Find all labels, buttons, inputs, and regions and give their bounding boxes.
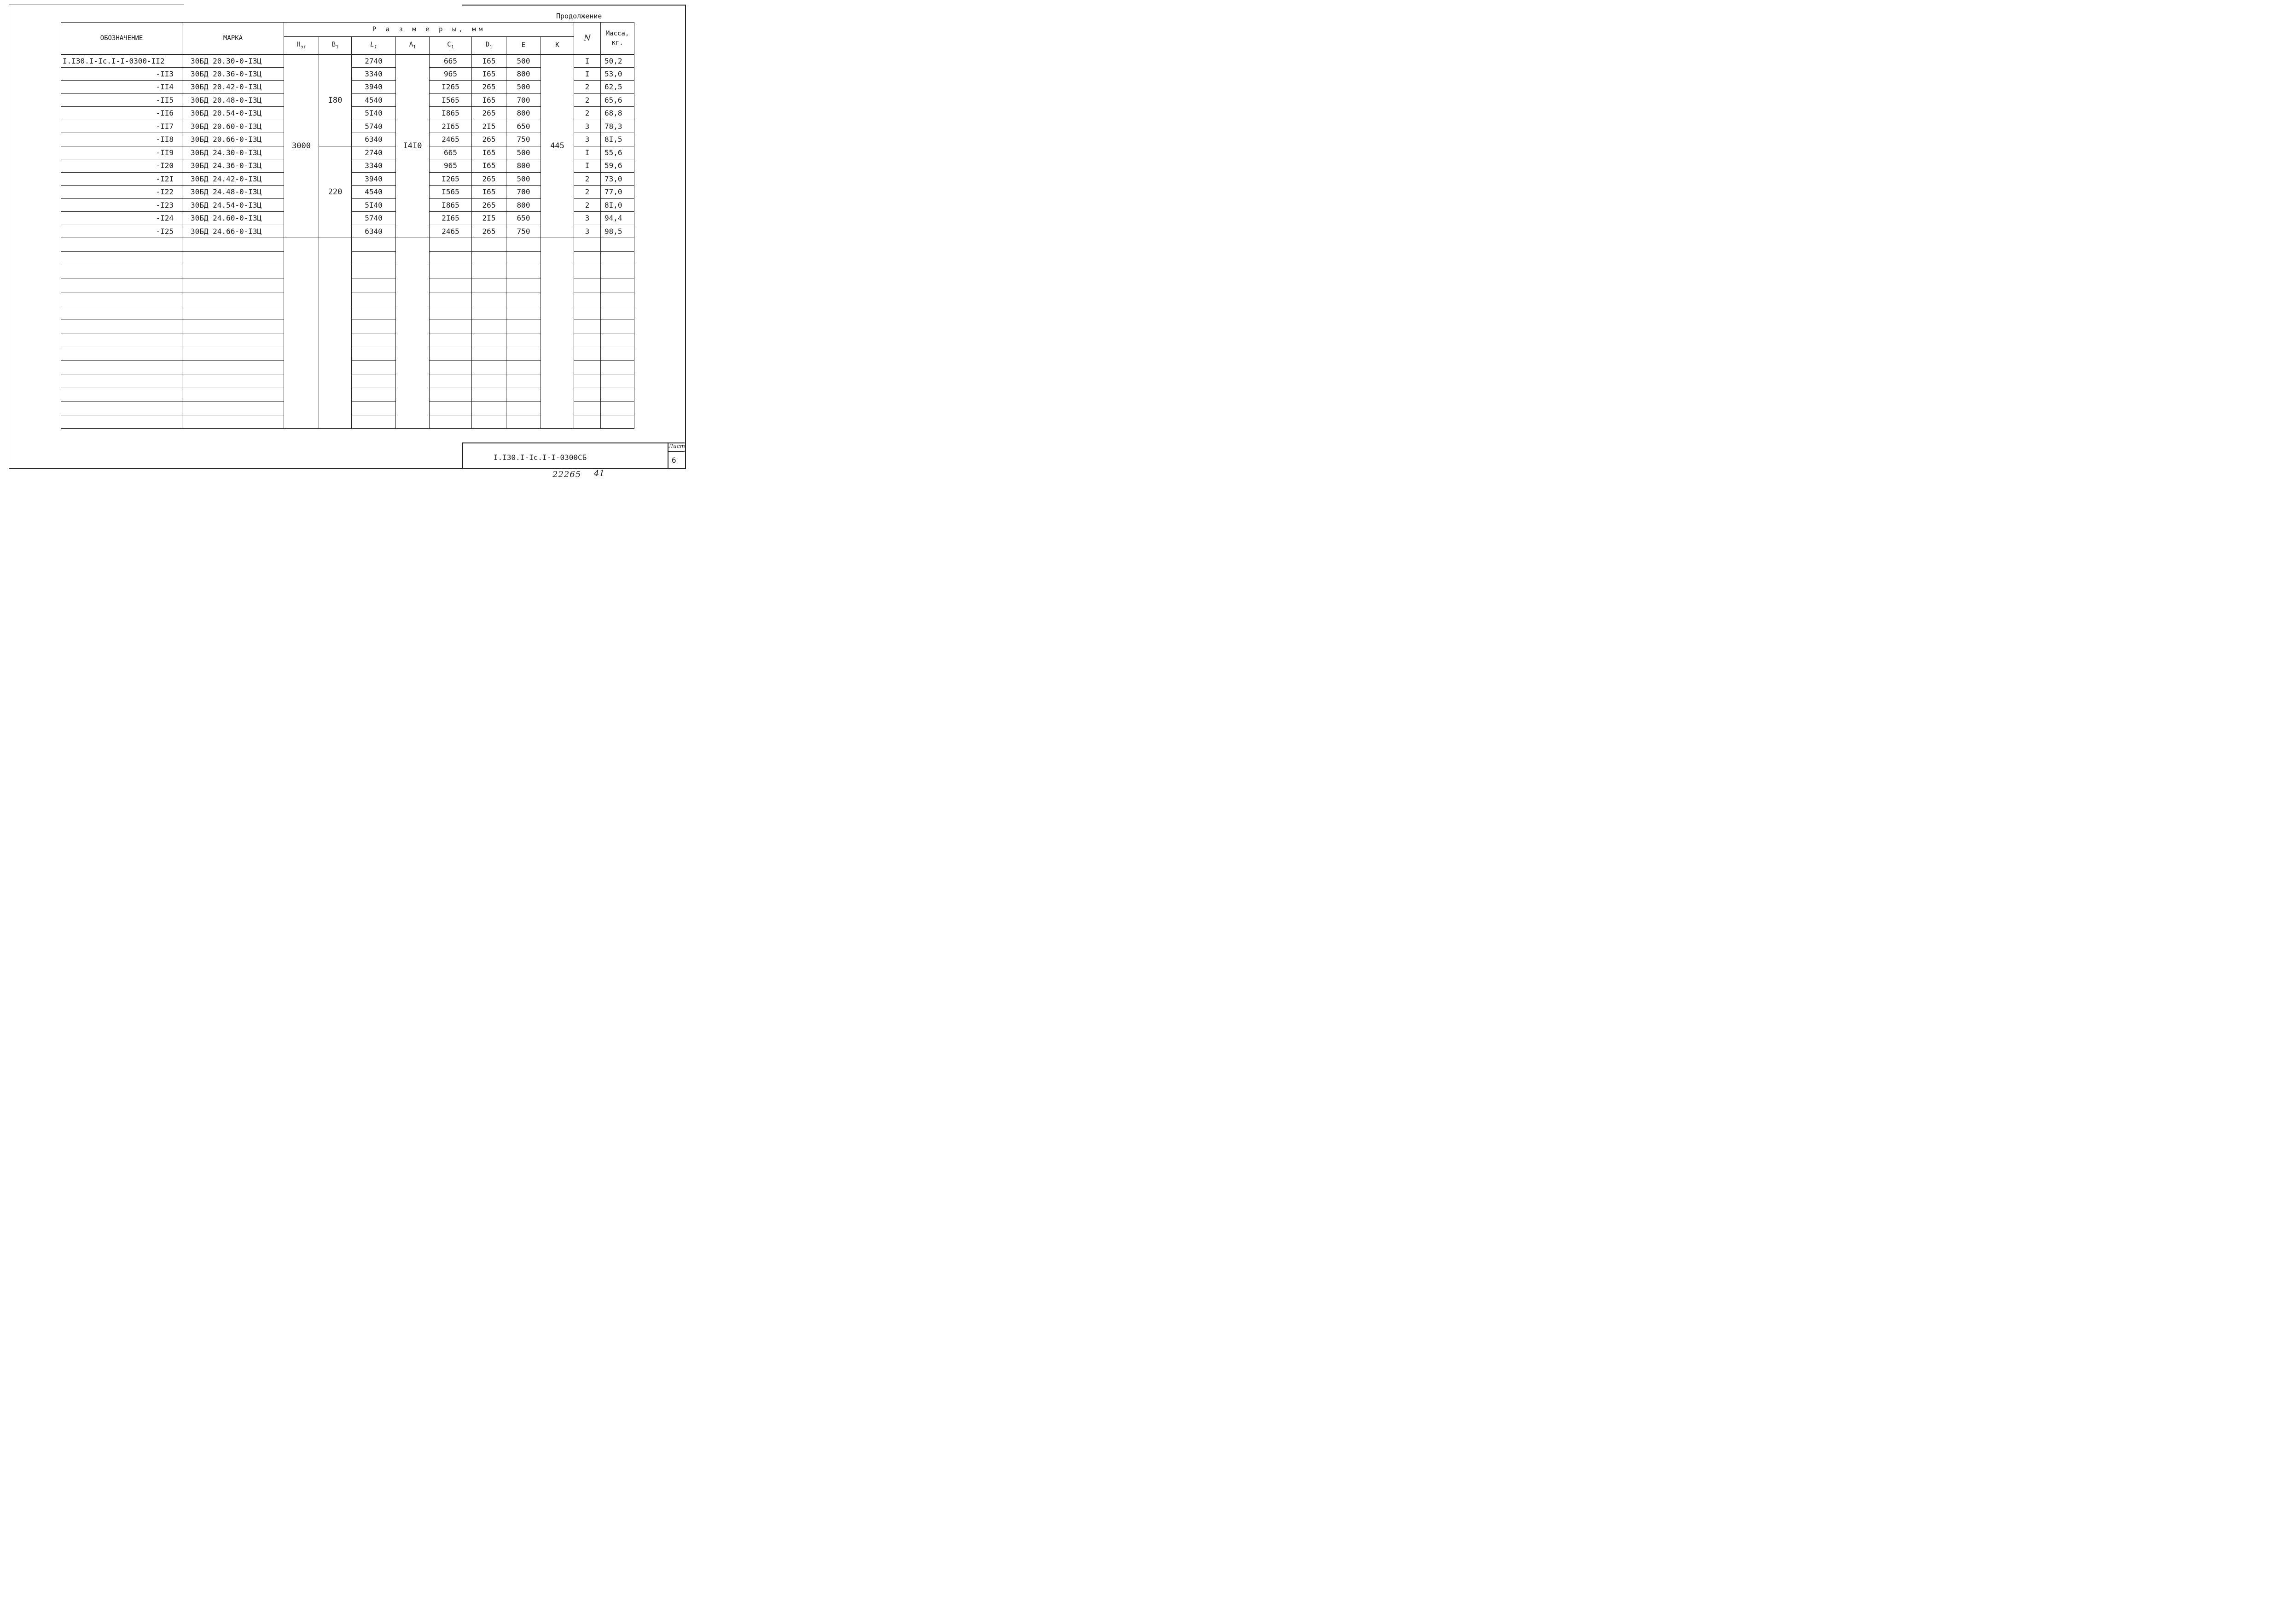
l1-cell: 5I40 xyxy=(352,107,396,120)
empty-designation-cell xyxy=(61,238,182,252)
empty-designation-cell xyxy=(61,374,182,388)
a1-value-cell: I4I0 xyxy=(396,54,430,238)
header-l1: $L_1$ xyxy=(352,37,396,54)
empty-designation-cell xyxy=(61,388,182,402)
mark-cell: 30БД 20.66-0-I3Ц xyxy=(182,133,284,146)
empty-c1-cell xyxy=(430,374,472,388)
empty-e-cell xyxy=(506,306,541,320)
empty-l1-cell xyxy=(352,415,396,429)
mark-cell: 30БД 20.36-0-I3Ц xyxy=(182,67,284,81)
empty-e-cell xyxy=(506,292,541,306)
empty-d1-cell xyxy=(472,292,506,306)
empty-n-cell xyxy=(574,361,601,374)
l1-cell: 2740 xyxy=(352,146,396,159)
empty-l1-cell xyxy=(352,402,396,415)
l1-cell: 5I40 xyxy=(352,198,396,212)
empty-c1-cell xyxy=(430,306,472,320)
empty-e-cell xyxy=(506,333,541,347)
empty-designation-cell xyxy=(61,347,182,361)
empty-mass-cell xyxy=(601,238,634,252)
header-c1: $C_1$ xyxy=(430,37,472,54)
empty-c1-cell xyxy=(430,361,472,374)
b1-value-cell: 220 xyxy=(319,146,352,238)
d1-cell: I65 xyxy=(472,67,506,81)
designation-cell: I.I30.I-Ic.I-I-0300-II2 xyxy=(61,54,182,68)
empty-e-cell xyxy=(506,279,541,292)
empty-l1-cell xyxy=(352,388,396,402)
empty-mark-cell xyxy=(182,415,284,429)
n-cell: 2 xyxy=(574,93,601,107)
designation-cell: -I2I xyxy=(61,172,182,186)
empty-row xyxy=(61,238,634,252)
empty-d1-cell xyxy=(472,320,506,333)
empty-c1-cell xyxy=(430,292,472,306)
empty-mass-cell xyxy=(601,292,634,306)
n-cell: I xyxy=(574,159,601,173)
empty-designation-cell xyxy=(61,320,182,333)
d1-cell: 265 xyxy=(472,107,506,120)
l1-cell: 6340 xyxy=(352,133,396,146)
empty-mark-cell xyxy=(182,374,284,388)
empty-l1-cell xyxy=(352,320,396,333)
empty-e-cell xyxy=(506,238,541,252)
continuation-label: Продолжение xyxy=(556,12,602,20)
empty-n-cell xyxy=(574,279,601,292)
empty-d1-cell xyxy=(472,265,506,279)
c1-cell: I265 xyxy=(430,81,472,94)
c1-cell: 665 xyxy=(430,54,472,68)
l1-cell: 4540 xyxy=(352,186,396,199)
e-cell: 500 xyxy=(506,172,541,186)
empty-n-cell xyxy=(574,347,601,361)
l1-cell: 3340 xyxy=(352,159,396,173)
empty-h-cell xyxy=(284,238,319,429)
empty-designation-cell xyxy=(61,333,182,347)
empty-d1-cell xyxy=(472,415,506,429)
empty-designation-cell xyxy=(61,265,182,279)
e-cell: 800 xyxy=(506,198,541,212)
header-a1: $A_1$ xyxy=(396,37,430,54)
empty-d1-cell xyxy=(472,347,506,361)
designation-cell: -I20 xyxy=(61,159,182,173)
empty-c1-cell xyxy=(430,347,472,361)
e-cell: 500 xyxy=(506,81,541,94)
c1-cell: 965 xyxy=(430,159,472,173)
empty-l1-cell xyxy=(352,347,396,361)
empty-d1-cell xyxy=(472,306,506,320)
sheet-divider xyxy=(668,451,685,452)
mass-cell: 62,5 xyxy=(601,81,634,94)
empty-d1-cell xyxy=(472,374,506,388)
empty-c1-cell xyxy=(430,279,472,292)
l1-cell: 4540 xyxy=(352,93,396,107)
empty-designation-cell xyxy=(61,361,182,374)
mass-cell: 8I,0 xyxy=(601,198,634,212)
empty-c1-cell xyxy=(430,265,472,279)
l1-cell: 3940 xyxy=(352,81,396,94)
empty-k-cell xyxy=(541,238,574,429)
sheet-label: Лист xyxy=(668,443,685,449)
empty-d1-cell xyxy=(472,238,506,252)
empty-d1-cell xyxy=(472,251,506,265)
e-cell: 750 xyxy=(506,133,541,146)
c1-cell: I865 xyxy=(430,198,472,212)
n-cell: 2 xyxy=(574,186,601,199)
l1-cell: 2740 xyxy=(352,54,396,68)
sheet-number: 6 xyxy=(672,456,676,465)
empty-designation-cell xyxy=(61,279,182,292)
archive-number: 22265 xyxy=(552,470,581,479)
empty-d1-cell xyxy=(472,388,506,402)
empty-n-cell xyxy=(574,306,601,320)
d1-cell: 2I5 xyxy=(472,120,506,133)
empty-mass-cell xyxy=(601,265,634,279)
designation-cell: -I25 xyxy=(61,225,182,238)
empty-c1-cell xyxy=(430,388,472,402)
empty-c1-cell xyxy=(430,333,472,347)
e-cell: 750 xyxy=(506,225,541,238)
empty-designation-cell xyxy=(61,292,182,306)
empty-c1-cell xyxy=(430,415,472,429)
empty-mark-cell xyxy=(182,402,284,415)
empty-c1-cell xyxy=(430,238,472,252)
empty-n-cell xyxy=(574,388,601,402)
empty-mass-cell xyxy=(601,415,634,429)
d1-cell: 265 xyxy=(472,133,506,146)
mark-cell: 30БД 24.42-0-I3Ц xyxy=(182,172,284,186)
empty-n-cell xyxy=(574,265,601,279)
mark-cell: 30БД 20.42-0-I3Ц xyxy=(182,81,284,94)
empty-e-cell xyxy=(506,320,541,333)
d1-cell: 2I5 xyxy=(472,212,506,225)
designation-cell: -II9 xyxy=(61,146,182,159)
c1-cell: 665 xyxy=(430,146,472,159)
n-cell: 2 xyxy=(574,107,601,120)
header-mass: Масса, кг. xyxy=(601,23,634,54)
n-cell: 3 xyxy=(574,225,601,238)
empty-mass-cell xyxy=(601,306,634,320)
n-cell: 2 xyxy=(574,198,601,212)
mass-cell: 50,2 xyxy=(601,54,634,68)
l1-cell: 3340 xyxy=(352,67,396,81)
empty-mark-cell xyxy=(182,265,284,279)
empty-mass-cell xyxy=(601,333,634,347)
empty-designation-cell xyxy=(61,306,182,320)
empty-mass-cell xyxy=(601,388,634,402)
c1-cell: I865 xyxy=(430,107,472,120)
empty-l1-cell xyxy=(352,374,396,388)
e-cell: 800 xyxy=(506,159,541,173)
designation-cell: -I23 xyxy=(61,198,182,212)
e-cell: 800 xyxy=(506,67,541,81)
designation-cell: -II7 xyxy=(61,120,182,133)
mass-cell: 65,6 xyxy=(601,93,634,107)
empty-d1-cell xyxy=(472,333,506,347)
empty-mass-cell xyxy=(601,361,634,374)
header-designation: ОБОЗНАЧЕНИЕ xyxy=(61,23,182,54)
header-n: N xyxy=(574,23,601,54)
c1-cell: I265 xyxy=(430,172,472,186)
empty-mass-cell xyxy=(601,347,634,361)
n-cell: 2 xyxy=(574,172,601,186)
mass-cell: 77,0 xyxy=(601,186,634,199)
empty-l1-cell xyxy=(352,238,396,252)
empty-e-cell xyxy=(506,415,541,429)
d1-cell: I65 xyxy=(472,186,506,199)
empty-c1-cell xyxy=(430,320,472,333)
empty-mass-cell xyxy=(601,279,634,292)
mass-cell: 53,0 xyxy=(601,67,634,81)
c1-cell: 2465 xyxy=(430,225,472,238)
mass-cell: 55,6 xyxy=(601,146,634,159)
empty-b1-cell xyxy=(319,238,352,429)
mass-cell: 59,6 xyxy=(601,159,634,173)
empty-n-cell xyxy=(574,292,601,306)
empty-mark-cell xyxy=(182,279,284,292)
n-cell: 3 xyxy=(574,133,601,146)
empty-l1-cell xyxy=(352,333,396,347)
l1-cell: 3940 xyxy=(352,172,396,186)
empty-l1-cell xyxy=(352,306,396,320)
c1-cell: 2I65 xyxy=(430,120,472,133)
empty-n-cell xyxy=(574,320,601,333)
mass-cell: 73,0 xyxy=(601,172,634,186)
empty-l1-cell xyxy=(352,361,396,374)
empty-mark-cell xyxy=(182,251,284,265)
b1-value-cell: I80 xyxy=(319,54,352,146)
mark-cell: 30БД 24.60-0-I3Ц xyxy=(182,212,284,225)
empty-mass-cell xyxy=(601,251,634,265)
mark-cell: 30БД 20.54-0-I3Ц xyxy=(182,107,284,120)
empty-d1-cell xyxy=(472,402,506,415)
empty-mark-cell xyxy=(182,292,284,306)
c1-cell: 2I65 xyxy=(430,212,472,225)
mass-cell: 68,8 xyxy=(601,107,634,120)
e-cell: 500 xyxy=(506,146,541,159)
empty-a1-cell xyxy=(396,238,430,429)
empty-e-cell xyxy=(506,265,541,279)
h-value-cell: 3000 xyxy=(284,54,319,238)
empty-mark-cell xyxy=(182,347,284,361)
e-cell: 700 xyxy=(506,186,541,199)
empty-e-cell xyxy=(506,402,541,415)
empty-mark-cell xyxy=(182,361,284,374)
e-cell: 700 xyxy=(506,93,541,107)
empty-mass-cell xyxy=(601,374,634,388)
document-code: I.I30.I-Ic.I-I-0300СБ xyxy=(494,453,587,462)
empty-mark-cell xyxy=(182,320,284,333)
empty-e-cell xyxy=(506,347,541,361)
empty-designation-cell xyxy=(61,402,182,415)
n-cell: 2 xyxy=(574,81,601,94)
header-sizes: Р а з м е р ы, мм xyxy=(284,23,574,37)
designation-cell: -I24 xyxy=(61,212,182,225)
empty-designation-cell xyxy=(61,415,182,429)
designation-cell: -II5 xyxy=(61,93,182,107)
d1-cell: I65 xyxy=(472,159,506,173)
empty-c1-cell xyxy=(430,251,472,265)
d1-cell: 265 xyxy=(472,81,506,94)
empty-mass-cell xyxy=(601,402,634,415)
empty-mark-cell xyxy=(182,388,284,402)
empty-e-cell xyxy=(506,388,541,402)
designation-cell: -II3 xyxy=(61,67,182,81)
designation-cell: -II6 xyxy=(61,107,182,120)
mark-cell: 30БД 24.30-0-I3Ц xyxy=(182,146,284,159)
empty-n-cell xyxy=(574,374,601,388)
e-cell: 650 xyxy=(506,120,541,133)
n-cell: I xyxy=(574,146,601,159)
header-e: E xyxy=(506,37,541,54)
empty-mark-cell xyxy=(182,238,284,252)
empty-d1-cell xyxy=(472,361,506,374)
empty-l1-cell xyxy=(352,251,396,265)
empty-n-cell xyxy=(574,238,601,252)
mark-cell: 30БД 24.36-0-I3Ц xyxy=(182,159,284,173)
c1-cell: I565 xyxy=(430,93,472,107)
mark-cell: 30БД 24.48-0-I3Ц xyxy=(182,186,284,199)
empty-n-cell xyxy=(574,251,601,265)
header-b1: $B_1$ xyxy=(319,37,352,54)
n-cell: 3 xyxy=(574,120,601,133)
l1-cell: 6340 xyxy=(352,225,396,238)
empty-e-cell xyxy=(506,374,541,388)
empty-e-cell xyxy=(506,251,541,265)
header-d1: $D_1$ xyxy=(472,37,506,54)
c1-cell: 965 xyxy=(430,67,472,81)
d1-cell: I65 xyxy=(472,93,506,107)
designation-cell: -II8 xyxy=(61,133,182,146)
e-cell: 650 xyxy=(506,212,541,225)
empty-c1-cell xyxy=(430,402,472,415)
c1-cell: 2465 xyxy=(430,133,472,146)
d1-cell: 265 xyxy=(472,198,506,212)
d1-cell: 265 xyxy=(472,225,506,238)
d1-cell: I65 xyxy=(472,54,506,68)
mark-cell: 30БД 24.54-0-I3Ц xyxy=(182,198,284,212)
empty-n-cell xyxy=(574,333,601,347)
empty-mark-cell xyxy=(182,306,284,320)
n-cell: 3 xyxy=(574,212,601,225)
specification-table xyxy=(61,22,634,429)
frame-right xyxy=(685,5,686,469)
d1-cell: I65 xyxy=(472,146,506,159)
mass-cell: 78,3 xyxy=(601,120,634,133)
designation-cell: -II4 xyxy=(61,81,182,94)
n-cell: I xyxy=(574,54,601,68)
mark-cell: 30БД 20.48-0-I3Ц xyxy=(182,93,284,107)
e-cell: 500 xyxy=(506,54,541,68)
empty-l1-cell xyxy=(352,279,396,292)
empty-designation-cell xyxy=(61,251,182,265)
mark-cell: 30БД 20.60-0-I3Ц xyxy=(182,120,284,133)
e-cell: 800 xyxy=(506,107,541,120)
l1-cell: 5740 xyxy=(352,212,396,225)
empty-n-cell xyxy=(574,402,601,415)
empty-n-cell xyxy=(574,415,601,429)
table-body xyxy=(61,54,634,429)
empty-l1-cell xyxy=(352,292,396,306)
l1-cell: 5740 xyxy=(352,120,396,133)
empty-l1-cell xyxy=(352,265,396,279)
mark-cell: 30БД 24.66-0-I3Ц xyxy=(182,225,284,238)
mass-cell: 8I,5 xyxy=(601,133,634,146)
header-mark: МАРКА xyxy=(182,23,284,54)
frame-top-right xyxy=(462,5,686,6)
mass-cell: 98,5 xyxy=(601,225,634,238)
mark-cell: 30БД 20.30-0-I3Ц xyxy=(182,54,284,68)
c1-cell: I565 xyxy=(430,186,472,199)
n-cell: I xyxy=(574,67,601,81)
k-value-cell: 445 xyxy=(541,54,574,238)
designation-cell: -I22 xyxy=(61,186,182,199)
empty-d1-cell xyxy=(472,279,506,292)
header-h: $H_{эт}$ xyxy=(284,37,319,54)
handwritten-page: 41 xyxy=(594,469,604,478)
empty-e-cell xyxy=(506,361,541,374)
empty-mark-cell xyxy=(182,333,284,347)
header-k: K xyxy=(541,37,574,54)
d1-cell: 265 xyxy=(472,172,506,186)
mass-cell: 94,4 xyxy=(601,212,634,225)
empty-mass-cell xyxy=(601,320,634,333)
table-row xyxy=(61,54,634,68)
